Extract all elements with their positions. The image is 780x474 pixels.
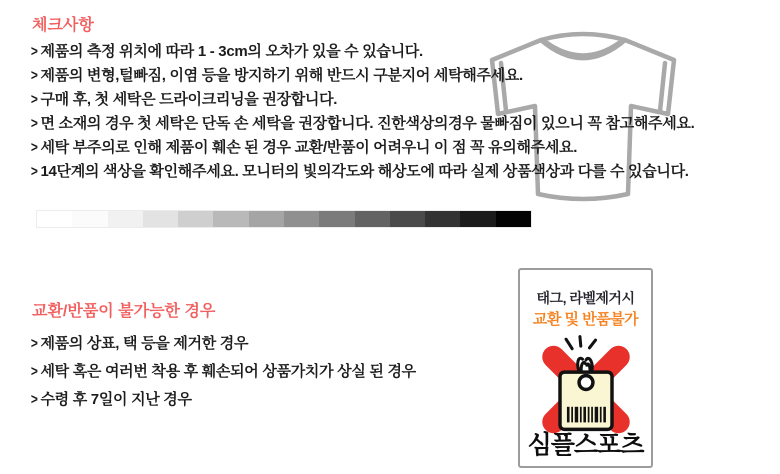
check-item-text: 제품의 변형,털빠짐, 이염 등을 방지하기 위해 반드시 구분지어 세탁해주세요. (40, 67, 523, 84)
check-list-item (30, 112, 694, 136)
color-step (37, 211, 72, 227)
tag-warning-line1: 태그, 라벨제거시 (536, 290, 635, 306)
return-item-text: 세탁 혹은 여러번 착용 후 훼손되어 상품가치가 상실 된 경우 (40, 363, 416, 380)
return-section-title: 교환/반품이 불가능한 경우 (32, 303, 216, 320)
color-step (108, 211, 143, 227)
check-item-text: 세탁 부주의로 인해 제품이 훼손 된 경우 교환/반품이 어려우니 이 점 꼭 유의해주세요. (40, 139, 578, 156)
check-item-text: 구매 후, 첫 세탁은 드라이크리닝을 권장합니다. (40, 91, 338, 108)
check-item-text: 면 소재의 경우 첫 세탁은 단독 손 세탁을 권장합니다. 진한색상의경우 물빠짐이 있으니 꼭 참고해주세요. (40, 115, 695, 132)
color-step (460, 211, 495, 227)
return-item-text: 제품의 상표, 택 등을 제거한 경우 (40, 335, 249, 352)
color-step (213, 211, 248, 227)
color-step (143, 211, 178, 227)
check-item-text: 제품의 측정 위치에 따라 1 - 3cm의 오차가 있을 수 있습니다. (40, 43, 423, 60)
arrow-bullet-icon: > (30, 91, 38, 108)
arrow-bullet-icon: > (30, 391, 38, 408)
color-step (284, 211, 319, 227)
return-notice-list (30, 330, 416, 414)
no-tag-removal-icon (534, 334, 638, 438)
color-step (178, 211, 213, 227)
arrow-bullet-icon: > (30, 139, 38, 156)
arrow-bullet-icon: > (30, 363, 38, 380)
arrow-bullet-icon: > (30, 67, 38, 84)
color-step (355, 211, 390, 227)
check-list-item (30, 40, 694, 64)
return-list-item (30, 330, 416, 358)
return-tag-card (518, 268, 653, 468)
check-list-item (30, 88, 694, 112)
check-item-text: 14단계의 색상을 확인해주세요. 모니터의 빛의각도와 해상도에 따라 실제 상품색상과 다를 수 있습니다. (40, 163, 689, 180)
return-list-item (30, 358, 416, 386)
color-step (249, 211, 284, 227)
color-step (319, 211, 354, 227)
arrow-bullet-icon: > (30, 115, 38, 132)
arrow-bullet-icon: > (30, 163, 38, 180)
color-step (72, 211, 107, 227)
color-step-bar (36, 210, 532, 228)
check-list-item (30, 160, 694, 184)
brand-name: 심플스포츠 (527, 431, 644, 459)
arrow-bullet-icon: > (30, 335, 38, 352)
color-step (390, 211, 425, 227)
arrow-bullet-icon: > (30, 43, 38, 60)
return-list-item (30, 386, 416, 414)
tag-warning-line2: 교환 및 반품불가 (532, 311, 639, 328)
check-section-title: 체크사항 (32, 17, 94, 34)
check-list-item (30, 136, 694, 160)
return-item-text: 수령 후 7일이 지난 경우 (40, 391, 192, 408)
check-list-item (30, 64, 694, 88)
check-notice-list (30, 40, 694, 184)
color-step (496, 211, 531, 227)
color-step (425, 211, 460, 227)
